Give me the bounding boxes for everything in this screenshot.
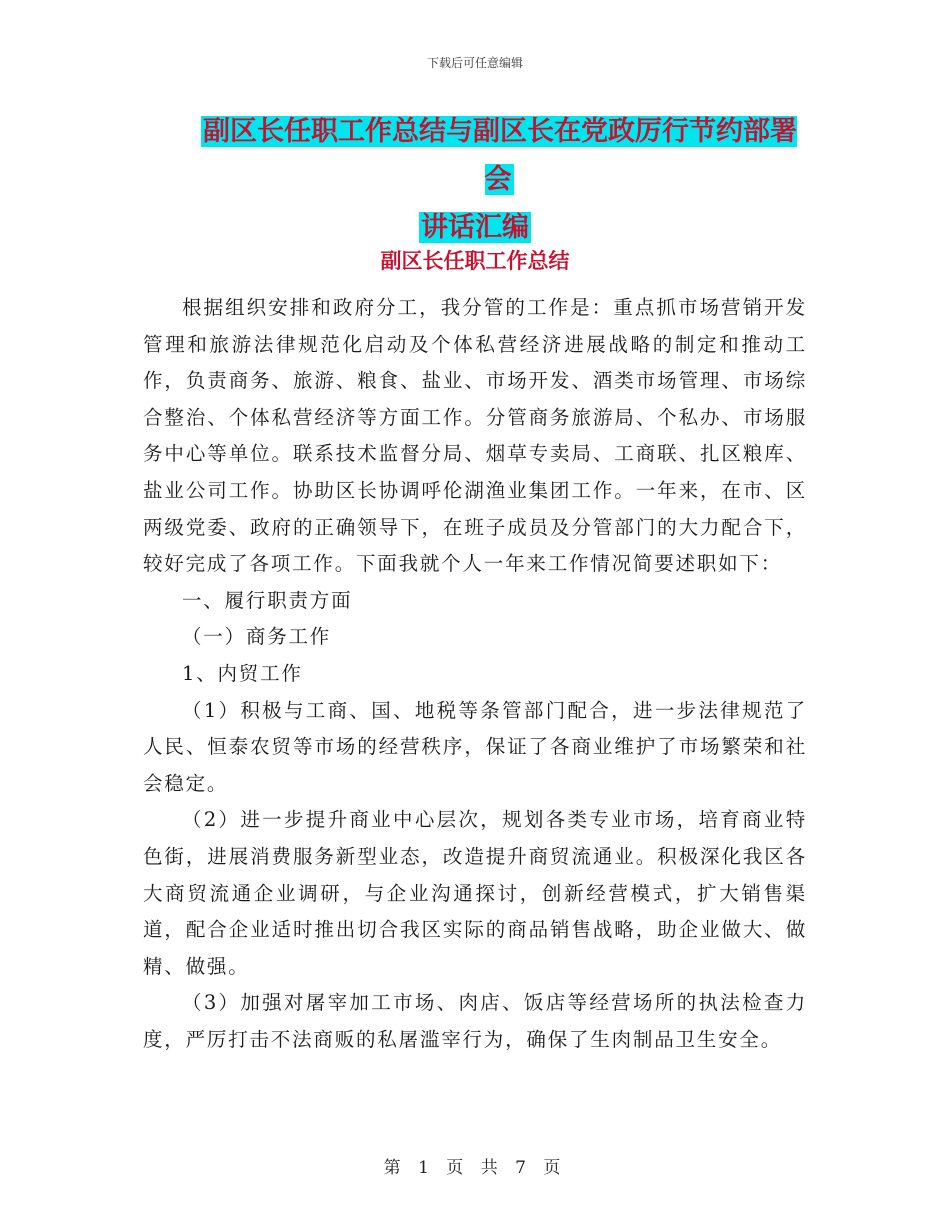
- paragraph-item-1: （1）积极与工商、国、地税等条管部门配合，进一步法律规范了人民、恒泰农贸等市场的经营秩序，保证了各商业维护了市场繁荣和社会稳定。: [143, 698, 807, 795]
- paragraph-heading-1: 一、履行职责方面: [182, 588, 353, 612]
- title-line-2-text: 讲话汇编: [421, 212, 529, 243]
- paragraph-intro: 根据组织安排和政府分工，我分管的工作是：重点抓市场营销开发管理和旅游法律规范化启动及个体私营经济进展战略的制定和推动工作，负责商务、旅游、粮食、盐业、市场开发、酒类市场管理、市场综合整治、个体私营经济等方面工作。分管商务旅游局、个私办、市场服务中心等单位。联系技术监督分局、烟草专卖局、工商联、扎区粮库、盐业公司工作。协助区长协调呼伦湖渔业集团工作。一年来，在市、区两级党委、政府的正确领导下，在班子成员及分管部门的大力配合下，较好完成了各项工作。下面我就个人一年来工作情况简要述职如下：: [143, 296, 807, 576]
- document-title: [143, 108, 807, 252]
- header-note: 下载后可任意编辑: [426, 56, 523, 70]
- paragraph-heading-3: 1、内贸工作: [182, 661, 303, 685]
- paragraph-item-2: （2）进一步提升商业中心层次，规划各类专业市场，培育商业特色街，进展消费服务新型业态，改造提升商贸流通业。积极深化我区各大商贸流通企业调研，与企业沟通探讨，创新经营模式，扩大销售渠道，配合企业适时推出切合我区实际的商品销售战略，助企业做大、做精、做强。: [143, 808, 807, 978]
- title-line-1-text: 副区长任职工作总结与副区长在党政厉行节约部署会: [203, 116, 797, 195]
- page-number-footer: 第 1 页 共 7 页: [383, 1158, 567, 1178]
- body-text: [143, 290, 807, 1058]
- paragraph-heading-2: （一）商务工作: [182, 625, 332, 649]
- paragraph-item-3: （3）加强对屠宰加工市场、肉店、饭店等经营场所的执法检查力度，严厉打击不法商贩的私屠滥宰行为，确保了生肉制品卫生安全。: [143, 991, 807, 1051]
- title-line-1: [143, 108, 807, 204]
- section-heading: 副区长任职工作总结: [380, 249, 570, 273]
